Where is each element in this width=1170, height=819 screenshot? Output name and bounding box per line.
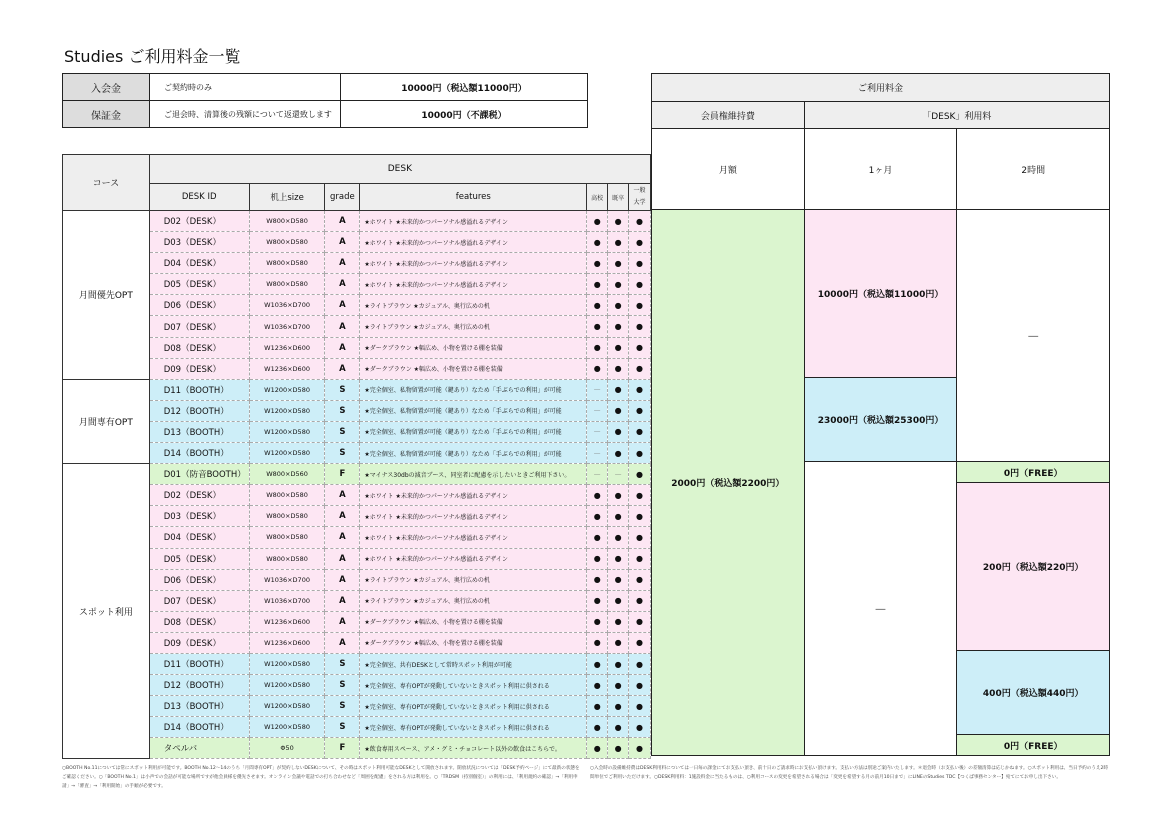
- pricing-header: ご利用料金: [652, 74, 1110, 102]
- desk-features: ★ホワイト ★未来的かつパーソナル感溢れるデザイン: [360, 211, 587, 232]
- eligibility-koukou: －: [587, 379, 608, 400]
- desk-row: [63, 464, 651, 485]
- eligibility-koukou: －: [587, 421, 608, 442]
- desk-features: ★ダークブラウン ★幅広め、小物を置ける棚を装備: [360, 337, 587, 358]
- eligibility-koukou: ●: [587, 337, 608, 358]
- member-fee-label: 会員権維持費: [652, 102, 805, 129]
- desk-row: [63, 232, 651, 253]
- desk-id: D11（BOOTH）: [149, 379, 249, 400]
- header-row: [63, 155, 651, 184]
- eligibility-kisotsu: ●: [608, 421, 629, 442]
- fee-label: 入会金: [63, 74, 150, 101]
- fees-table: [62, 73, 588, 128]
- desk-id: D08（DESK）: [149, 337, 249, 358]
- header-ippan: 一般 大学: [629, 184, 651, 211]
- eligibility-ippan: ●: [629, 632, 651, 653]
- eligibility-kisotsu: ●: [608, 274, 629, 295]
- desk-features: ★完全個室、私物留置が可能（鍵あり）なため「手ぶらでの利用」が可能: [360, 421, 587, 442]
- eligibility-ippan: ●: [629, 717, 651, 738]
- desk-size: W1200×D580: [249, 675, 325, 696]
- desk-grade: A: [325, 232, 360, 253]
- desk-id: D06（DESK）: [149, 569, 249, 590]
- eligibility-ippan: ●: [629, 211, 651, 232]
- eligibility-kisotsu: ●: [608, 358, 629, 379]
- desk-id: D14（BOOTH）: [149, 443, 249, 464]
- desk-features: ★ホワイト ★未来的かつパーソナル感溢れるデザイン: [360, 527, 587, 548]
- desk-size: W1236×D600: [249, 632, 325, 653]
- eligibility-ippan: ●: [629, 527, 651, 548]
- desk-features: ★完全個室、共有DESKとして常時スポット利用が可能: [360, 653, 587, 674]
- opt-2h-price: －: [957, 210, 1110, 462]
- eligibility-koukou: ●: [587, 738, 608, 759]
- desk-grade: A: [325, 274, 360, 295]
- eligibility-koukou: ●: [587, 506, 608, 527]
- desk-grade: S: [325, 421, 360, 442]
- desk-features: ★完全個室、専有OPTが発動していないときスポット利用に供される: [360, 675, 587, 696]
- desk-id: タペルバ: [149, 738, 249, 759]
- header-grade: grade: [325, 184, 360, 211]
- desk-id: D12（BOOTH）: [149, 400, 249, 421]
- eligibility-ippan: ●: [629, 738, 651, 759]
- eligibility-kisotsu: ●: [608, 211, 629, 232]
- desk-id: D13（BOOTH）: [149, 421, 249, 442]
- desk-id: D13（BOOTH）: [149, 696, 249, 717]
- eligibility-koukou: ●: [587, 696, 608, 717]
- desk-size: W1036×D700: [249, 569, 325, 590]
- footnotes: [62, 764, 1110, 791]
- desk-size: W1200×D580: [249, 400, 325, 421]
- eligibility-ippan: ●: [629, 316, 651, 337]
- eligibility-kisotsu: ●: [608, 527, 629, 548]
- desk-row: [63, 738, 651, 759]
- desk-size: W800×D580: [249, 485, 325, 506]
- desk-size: W1036×D700: [249, 295, 325, 316]
- pricing-table: [651, 73, 1110, 756]
- desk-size: W800×D580: [249, 548, 325, 569]
- eligibility-kisotsu: －: [608, 464, 629, 485]
- desk-grade: S: [325, 443, 360, 464]
- eligibility-ippan: ●: [629, 232, 651, 253]
- eligibility-koukou: ●: [587, 211, 608, 232]
- desk-features: ★ホワイト ★未来的かつパーソナル感溢れるデザイン: [360, 506, 587, 527]
- desk-id: D05（DESK）: [149, 274, 249, 295]
- desk-row: [63, 211, 651, 232]
- desk-id: D09（DESK）: [149, 632, 249, 653]
- header-row: [63, 184, 651, 211]
- desk-row: [63, 421, 651, 442]
- eligibility-koukou: －: [587, 464, 608, 485]
- eligibility-kisotsu: ●: [608, 295, 629, 316]
- desk-grade: A: [325, 358, 360, 379]
- desk-features: ★完全個室、私物留置が可能（鍵あり）なため「手ぶらでの利用」が可能: [360, 443, 587, 464]
- eligibility-kisotsu: ●: [608, 400, 629, 421]
- desk-features: ★ホワイト ★未来的かつパーソナル感溢れるデザイン: [360, 253, 587, 274]
- desk-row: [63, 675, 651, 696]
- desk-grade: S: [325, 696, 360, 717]
- header-desk-id: DESK ID: [149, 184, 249, 211]
- eligibility-koukou: ●: [587, 717, 608, 738]
- eligibility-kisotsu: ●: [608, 443, 629, 464]
- free-price: 0円（FREE）: [957, 462, 1110, 483]
- desk-row: [63, 379, 651, 400]
- eligibility-kisotsu: ●: [608, 717, 629, 738]
- desk-row: [63, 548, 651, 569]
- desk-id: D07（DESK）: [149, 590, 249, 611]
- desk-features: ★マイナス30dbの減音ブース、同室者に配慮を示したいときご利用下さい。: [360, 464, 587, 485]
- desk-row: [63, 590, 651, 611]
- priority-month-price: 10000円（税込額11000円）: [804, 210, 957, 378]
- eligibility-koukou: ●: [587, 675, 608, 696]
- footnote-left: ○BOOTH No.11については常にスポット利用が可能です。BOOTH No.12〜14のうち「月間専有OPT」が契約しないDESKについて、その時はスポット利用可能なDESKとして開放されます。開放状況については「DESK予約ページ」にて最新の状態をご確認ください。○「BOOTH No.1」は小声での会話が可能な場所ですが他会員様を優先させます。オンライン会議や電話での打ち合わせなど「周囲を配慮」をされる方は利用を。○「TRDSM（持別個室）」の利用には、「利用規約の確認」→「利用申請」→「審査」→「利用開始」の手順が必要です。: [62, 766, 580, 789]
- desk-size: W1200×D580: [249, 421, 325, 442]
- eligibility-ippan: ●: [629, 379, 651, 400]
- eligibility-ippan: ●: [629, 611, 651, 632]
- eligibility-koukou: ●: [587, 274, 608, 295]
- eligibility-kisotsu: ●: [608, 316, 629, 337]
- eligibility-ippan: ●: [629, 443, 651, 464]
- eligibility-kisotsu: ●: [608, 506, 629, 527]
- eligibility-ippan: ●: [629, 675, 651, 696]
- desk-grade: A: [325, 527, 360, 548]
- eligibility-kisotsu: ●: [608, 590, 629, 611]
- desk-row: [63, 274, 651, 295]
- desk-id: D01（防音BOOTH）: [149, 464, 249, 485]
- free-price: 0円（FREE）: [957, 735, 1110, 756]
- desk-features: ★ライトブラウン ★カジュアル、奥行広めの机: [360, 316, 587, 337]
- desk-features: ★ライトブラウン ★カジュアル、奥行広めの机: [360, 590, 587, 611]
- eligibility-koukou: ●: [587, 569, 608, 590]
- desk-grade: S: [325, 653, 360, 674]
- fee-row: [63, 74, 588, 101]
- desk-row: [63, 295, 651, 316]
- desk-row: [63, 316, 651, 337]
- eligibility-kisotsu: ●: [608, 232, 629, 253]
- desk-features: ★完全個室、私物留置が可能（鍵あり）なため「手ぶらでの利用」が可能: [360, 379, 587, 400]
- eligibility-ippan: ●: [629, 253, 651, 274]
- desk-size: W1236×D600: [249, 611, 325, 632]
- desk-size: W800×D580: [249, 232, 325, 253]
- desk-size: Φ50: [249, 738, 325, 759]
- eligibility-ippan: ●: [629, 653, 651, 674]
- spot-month-price: －: [804, 462, 957, 756]
- desk-grade: A: [325, 569, 360, 590]
- eligibility-ippan: ●: [629, 295, 651, 316]
- desk-features: ★ホワイト ★未来的かつパーソナル感溢れるデザイン: [360, 232, 587, 253]
- desk-row: [63, 527, 651, 548]
- eligibility-ippan: ●: [629, 569, 651, 590]
- header-size: 机上size: [249, 184, 325, 211]
- two-hours-label: 2時間: [957, 129, 1110, 210]
- eligibility-kisotsu: ●: [608, 675, 629, 696]
- eligibility-koukou: －: [587, 400, 608, 421]
- page-title: Studies ご利用料金一覧: [64, 47, 241, 66]
- eligibility-kisotsu: ●: [608, 548, 629, 569]
- desk-features: ★飲食専用スペース、アメ・グミ・チョコレート以外の飲食はこちらで。: [360, 738, 587, 759]
- desk-id: D07（DESK）: [149, 316, 249, 337]
- desk-row: [63, 632, 651, 653]
- eligibility-kisotsu: ●: [608, 569, 629, 590]
- fee-desc: ご契約時のみ: [150, 74, 341, 101]
- desk-grade: A: [325, 548, 360, 569]
- header-kisotsu: 既卒: [608, 184, 629, 211]
- course-label: 月間専有OPT: [63, 379, 150, 463]
- desk-grade: A: [325, 295, 360, 316]
- desk-row: [63, 485, 651, 506]
- desk-grade: S: [325, 379, 360, 400]
- eligibility-koukou: ●: [587, 232, 608, 253]
- desk-row: [63, 696, 651, 717]
- eligibility-kisotsu: ●: [608, 696, 629, 717]
- eligibility-koukou: ●: [587, 295, 608, 316]
- eligibility-kisotsu: ●: [608, 653, 629, 674]
- desk-size: W1200×D580: [249, 653, 325, 674]
- desk-size: W1036×D700: [249, 590, 325, 611]
- desk-size: W800×D580: [249, 253, 325, 274]
- eligibility-ippan: ●: [629, 506, 651, 527]
- eligibility-koukou: ●: [587, 632, 608, 653]
- desk-row: [63, 653, 651, 674]
- eligibility-ippan: ●: [629, 464, 651, 485]
- desk-features: ★完全個室、私物留置が可能（鍵あり）なため「手ぶらでの利用」が可能: [360, 400, 587, 421]
- desk-grade: S: [325, 400, 360, 421]
- desk-grade: A: [325, 211, 360, 232]
- footnote-right: ○入会時の設備維持費はDESK利用料については一日毎の課金にてお支払い頂き、前十日のご請求時にお支払い頂けます。支払い方法は別途ご案内いたします。＊退会時（お支払い後）の差額清算は応じかねます。○スポット利用は、当日予約のうえ2時間単位でご利用いただけます。○DESK利用料：1施設料金に当たるものは、○利用コースの変更を希望される場合は「変更を希望する月の前月10日まで」にLINEのStudies TDC【つくば事務センター】宛てにてお申し出下さい。: [590, 766, 1109, 780]
- desk-features: ★ダークブラウン ★幅広め、小物を置ける棚を装備: [360, 632, 587, 653]
- booth-2h-price: 400円（税込額440円）: [957, 651, 1110, 735]
- header-desk: DESK: [149, 155, 650, 184]
- eligibility-koukou: ●: [587, 548, 608, 569]
- course-label: 月間優先OPT: [63, 211, 150, 380]
- desk-id: D05（DESK）: [149, 548, 249, 569]
- desk-size: W1200×D580: [249, 717, 325, 738]
- desk-size: W800×D580: [249, 506, 325, 527]
- eligibility-kisotsu: ●: [608, 738, 629, 759]
- desk-grade: A: [325, 485, 360, 506]
- eligibility-kisotsu: ●: [608, 611, 629, 632]
- desk-fee-label: 「DESK」利用料: [804, 102, 1109, 129]
- desk-size: W800×D580: [249, 527, 325, 548]
- fee-amount: 10000円（不課税）: [341, 101, 588, 128]
- eligibility-ippan: ●: [629, 548, 651, 569]
- desk-table: [62, 154, 651, 759]
- header-features: features: [360, 184, 587, 211]
- desk-id: D11（BOOTH）: [149, 653, 249, 674]
- eligibility-ippan: ●: [629, 337, 651, 358]
- desk-row: [63, 443, 651, 464]
- desk-grade: A: [325, 632, 360, 653]
- desk-grade: S: [325, 675, 360, 696]
- eligibility-ippan: ●: [629, 421, 651, 442]
- desk-features: ★完全個室、専有OPTが発動していないときスポット利用に供される: [360, 717, 587, 738]
- desk-features: ★ライトブラウン ★カジュアル、奥行広めの机: [360, 569, 587, 590]
- one-month-label: 1ヶ月: [804, 129, 957, 210]
- member-fee-value: 2000円（税込額2200円）: [652, 210, 805, 756]
- desk-grade: A: [325, 316, 360, 337]
- desk-features: ★ダークブラウン ★幅広め、小物を置ける棚を装備: [360, 611, 587, 632]
- desk-row: [63, 717, 651, 738]
- eligibility-koukou: ●: [587, 611, 608, 632]
- eligibility-ippan: ●: [629, 400, 651, 421]
- desk-id: D04（DESK）: [149, 253, 249, 274]
- fee-amount: 10000円（税込額11000円）: [341, 74, 588, 101]
- desk-size: W1036×D700: [249, 316, 325, 337]
- desk-features: ★ホワイト ★未来的かつパーソナル感溢れるデザイン: [360, 548, 587, 569]
- desk-grade: F: [325, 464, 360, 485]
- eligibility-koukou: ●: [587, 653, 608, 674]
- eligibility-kisotsu: ●: [608, 485, 629, 506]
- fee-label: 保証金: [63, 101, 150, 128]
- desk-row: [63, 253, 651, 274]
- desk-grade: A: [325, 253, 360, 274]
- desk-grade: A: [325, 611, 360, 632]
- eligibility-koukou: ●: [587, 485, 608, 506]
- eligibility-koukou: －: [587, 443, 608, 464]
- desk-size: W800×D580: [249, 211, 325, 232]
- desk-grade: A: [325, 506, 360, 527]
- desk-id: D03（DESK）: [149, 506, 249, 527]
- desk-size: W1200×D580: [249, 696, 325, 717]
- desk-id: D02（DESK）: [149, 211, 249, 232]
- exclusive-month-price: 23000円（税込額25300円）: [804, 378, 957, 462]
- desk-id: D03（DESK）: [149, 232, 249, 253]
- eligibility-kisotsu: ●: [608, 253, 629, 274]
- eligibility-koukou: ●: [587, 527, 608, 548]
- desk-size: W1236×D600: [249, 337, 325, 358]
- fee-desc: ご退会時、清算後の残額について返還致します: [150, 101, 341, 128]
- eligibility-ippan: ●: [629, 358, 651, 379]
- desk-size: W800×D560: [249, 464, 325, 485]
- monthly-label: 月額: [652, 129, 805, 210]
- eligibility-ippan: ●: [629, 485, 651, 506]
- eligibility-koukou: ●: [587, 358, 608, 379]
- desk-size: W1200×D580: [249, 443, 325, 464]
- desk-grade: A: [325, 590, 360, 611]
- desk-row: [63, 569, 651, 590]
- desk-id: D09（DESK）: [149, 358, 249, 379]
- desk-size: W1236×D600: [249, 358, 325, 379]
- eligibility-koukou: ●: [587, 590, 608, 611]
- eligibility-koukou: ●: [587, 316, 608, 337]
- eligibility-ippan: ●: [629, 274, 651, 295]
- desk-grade: A: [325, 337, 360, 358]
- header-course: コース: [63, 155, 150, 211]
- desk-id: D14（BOOTH）: [149, 717, 249, 738]
- eligibility-kisotsu: ●: [608, 379, 629, 400]
- desk-row: [63, 337, 651, 358]
- desk-id: D08（DESK）: [149, 611, 249, 632]
- desk-row: [63, 358, 651, 379]
- eligibility-ippan: ●: [629, 696, 651, 717]
- desk-id: D02（DESK）: [149, 485, 249, 506]
- desk-row: [63, 506, 651, 527]
- desk-size: W800×D580: [249, 274, 325, 295]
- desk-grade: S: [325, 717, 360, 738]
- eligibility-kisotsu: ●: [608, 337, 629, 358]
- desk-id: D04（DESK）: [149, 527, 249, 548]
- desk-features: ★ライトブラウン ★カジュアル、奥行広めの机: [360, 295, 587, 316]
- desk-features: ★ホワイト ★未来的かつパーソナル感溢れるデザイン: [360, 274, 587, 295]
- desk-grade: F: [325, 738, 360, 759]
- course-label: スポット利用: [63, 464, 150, 759]
- header-koukou: 高校: [587, 184, 608, 211]
- desk-features: ★ホワイト ★未来的かつパーソナル感溢れるデザイン: [360, 485, 587, 506]
- desk-features: ★ダークブラウン ★幅広め、小物を置ける棚を装備: [360, 358, 587, 379]
- desk-row: [63, 400, 651, 421]
- eligibility-ippan: ●: [629, 590, 651, 611]
- fee-row: [63, 101, 588, 128]
- desk-id: D06（DESK）: [149, 295, 249, 316]
- desk-size: W1200×D580: [249, 379, 325, 400]
- eligibility-kisotsu: ●: [608, 632, 629, 653]
- desk-features: ★完全個室、専有OPTが発動していないときスポット利用に供される: [360, 696, 587, 717]
- desk-row: [63, 611, 651, 632]
- desk-id: D12（BOOTH）: [149, 675, 249, 696]
- eligibility-koukou: ●: [587, 253, 608, 274]
- desk-2h-price: 200円（税込額220円）: [957, 483, 1110, 651]
